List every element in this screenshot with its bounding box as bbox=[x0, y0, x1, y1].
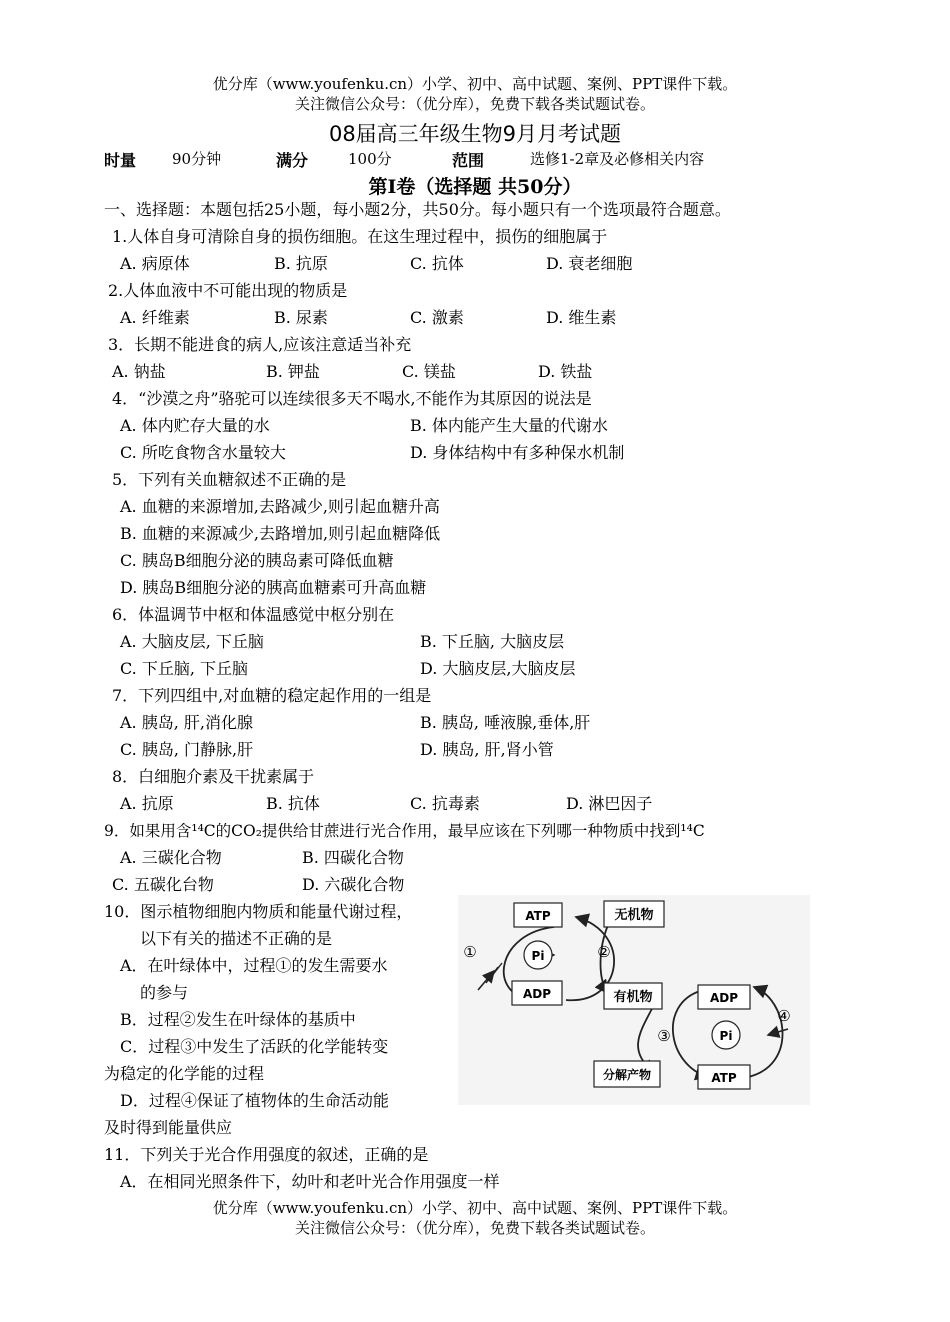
adp-left-label: ADP bbox=[522, 987, 552, 1001]
q7-option-c: C. 胰岛, 门静脉,肝 bbox=[120, 740, 254, 759]
process-1-marker: ① bbox=[463, 943, 477, 961]
q10-option-a-continued: 的参与 bbox=[140, 983, 189, 1002]
metabolism-diagram bbox=[458, 895, 810, 1105]
q5-option-d: D. 胰岛B细胞分泌的胰高血糖素可升高血糖 bbox=[120, 578, 427, 597]
q7-stem: 7．下列四组中,对血糖的稳定起作用的一组是 bbox=[112, 686, 432, 705]
atp-bottom-label: ATP bbox=[711, 1071, 737, 1085]
q1-option-d: D. 衰老细胞 bbox=[546, 254, 633, 273]
q8-stem: 8．白细胞介素及干扰素属于 bbox=[112, 767, 315, 786]
q5-stem: 5．下列有关血糖叙述不正确的是 bbox=[112, 470, 347, 489]
q5-option-c: C. 胰岛B细胞分泌的胰岛素可降低血糖 bbox=[120, 551, 394, 570]
q9-option-d: D. 六碳化合物 bbox=[302, 875, 405, 894]
exam-title: 08届高三年级生物9月月考试题 bbox=[328, 122, 622, 146]
q6-stem: 6．体温调节中枢和体温感觉中枢分别在 bbox=[112, 605, 395, 624]
q1-option-b: B. 抗原 bbox=[274, 254, 328, 273]
q4-option-a: A. 体内贮存大量的水 bbox=[120, 416, 270, 435]
pi-left-label: Pi bbox=[531, 949, 545, 963]
score-value: 100分 bbox=[348, 150, 392, 168]
q10-option-c: C．过程③中发生了活跃的化学能转变 bbox=[120, 1037, 389, 1056]
pi-right-label: Pi bbox=[719, 1029, 733, 1043]
q2-option-c: C. 激素 bbox=[410, 308, 464, 327]
q4-option-d: D. 身体结构中有多种保水机制 bbox=[410, 443, 625, 462]
q9-option-c: C. 五碳化台物 bbox=[112, 875, 214, 894]
q10-option-b: B．过程②发生在叶绿体的基质中 bbox=[120, 1010, 356, 1029]
q3-option-d: D. 铁盐 bbox=[538, 362, 593, 381]
process-4-marker: ④ bbox=[777, 1007, 791, 1025]
header-ad-line-2: 关注微信公众号：（优分库），免费下载各类试题试卷。 bbox=[294, 95, 655, 113]
q4-option-b: B. 体内能产生大量的代谢水 bbox=[410, 416, 608, 435]
q8-option-d: D. 淋巴因子 bbox=[566, 794, 653, 813]
q6-option-d: D. 大脑皮层,大脑皮层 bbox=[420, 659, 576, 678]
time-value: 90分钟 bbox=[172, 150, 222, 168]
q1-stem: 1.人体自身可清除自身的损伤细胞。在这生理过程中，损伤的细胞属于 bbox=[112, 227, 608, 246]
q8-option-a: A. 抗原 bbox=[120, 794, 174, 813]
q3-stem: 3．长期不能进食的病人,应该注意适当补充 bbox=[108, 335, 412, 354]
q5-option-b: B. 血糖的来源减少,去路增加,则引起血糖降低 bbox=[120, 524, 441, 543]
q9-option-a: A. 三碳化合物 bbox=[120, 848, 222, 867]
q2-option-b: B. 尿素 bbox=[274, 308, 328, 327]
q4-stem: 4．“沙漠之舟”骆驼可以连续很多天不喝水,不能作为其原因的说法是 bbox=[112, 389, 592, 408]
q9-option-b: B. 四碳化合物 bbox=[302, 848, 404, 867]
q10-option-d: D．过程④保证了植物体的生命活动能 bbox=[120, 1091, 389, 1110]
time-label: 时量 bbox=[104, 151, 137, 170]
q2-option-d: D. 维生素 bbox=[546, 308, 617, 327]
q10-stem-continued: 以下有关的描述不正确的是 bbox=[140, 929, 333, 948]
atp-top-label: ATP bbox=[525, 909, 551, 923]
q1-option-c: C. 抗体 bbox=[410, 254, 464, 273]
q7-option-a: A. 胰岛, 肝,消化腺 bbox=[120, 713, 253, 732]
q4-option-c: C. 所吃食物含水量较大 bbox=[120, 443, 286, 462]
footer-ad-line-1: 优分库（www.youfenku.cn）小学、初中、高中试题、案例、PPT课件下载。 bbox=[212, 1199, 738, 1217]
process-2-marker: ② bbox=[597, 943, 611, 961]
q3-option-c: C. 镁盐 bbox=[402, 362, 456, 381]
q6-option-b: B. 下丘脑, 大脑皮层 bbox=[420, 632, 565, 651]
q2-stem: 2.人体血液中不可能出现的物质是 bbox=[108, 281, 348, 300]
inorganic-label: 无机物 bbox=[614, 908, 654, 923]
q10-option-c-continued: 为稳定的化学能的过程 bbox=[104, 1064, 265, 1083]
q11-stem: 11．下列关于光合作用强度的叙述，正确的是 bbox=[104, 1145, 429, 1164]
q10-option-a: A．在叶绿体中，过程①的发生需要水 bbox=[120, 956, 388, 975]
q10-option-d-continued: 及时得到能量供应 bbox=[104, 1118, 233, 1137]
q2-option-a: A. 纤维素 bbox=[120, 308, 190, 327]
q6-option-a: A. 大脑皮层, 下丘脑 bbox=[120, 632, 264, 651]
process-3-marker: ③ bbox=[657, 1027, 671, 1045]
q8-option-b: B. 抗体 bbox=[266, 794, 320, 813]
q7-option-b: B. 胰岛, 唾液腺,垂体,肝 bbox=[420, 713, 591, 732]
score-label: 满分 bbox=[276, 151, 309, 170]
q10-stem: 10．图示植物细胞内物质和能量代谢过程， bbox=[104, 902, 413, 921]
adp-right-label: ADP bbox=[709, 991, 739, 1005]
q11-option-a: A．在相同光照条件下，幼叶和老叶光合作用强度一样 bbox=[120, 1172, 500, 1191]
footer-ad-line-2: 关注微信公众号：（优分库），免费下载各类试题试卷。 bbox=[294, 1219, 655, 1237]
products-label: 分解产物 bbox=[602, 1068, 652, 1082]
section-title: 第Ⅰ卷（选择题 共50分） bbox=[368, 176, 582, 198]
q3-option-a: A. 钠盐 bbox=[112, 362, 166, 381]
scope-label: 范围 bbox=[452, 151, 485, 170]
organic-label: 有机物 bbox=[613, 990, 653, 1005]
q7-option-d: D. 胰岛, 肝,肾小管 bbox=[420, 740, 554, 759]
q9-stem: 9．如果用含¹⁴C的CO₂提供给甘蔗进行光合作用，最早应该在下列哪一种物质中找到¹⁴C bbox=[104, 822, 705, 840]
q1-option-a: A. 病原体 bbox=[120, 254, 190, 273]
header-ad-line-1: 优分库（www.youfenku.cn）小学、初中、高中试题、案例、PPT课件下载。 bbox=[212, 75, 738, 93]
q6-option-c: C. 下丘脑, 下丘脑 bbox=[120, 659, 249, 678]
q3-option-b: B. 钾盐 bbox=[266, 362, 320, 381]
q8-option-c: C. 抗毒素 bbox=[410, 794, 480, 813]
section-intro: 一、选择题：本题包括25小题，每小题2分，共50分。每小题只有一个选项最符合题意。 bbox=[104, 200, 731, 219]
scope-value: 选修1-2章及必修相关内容 bbox=[530, 150, 705, 168]
q5-option-a: A. 血糖的来源增加,去路减少,则引起血糖升高 bbox=[120, 497, 440, 516]
